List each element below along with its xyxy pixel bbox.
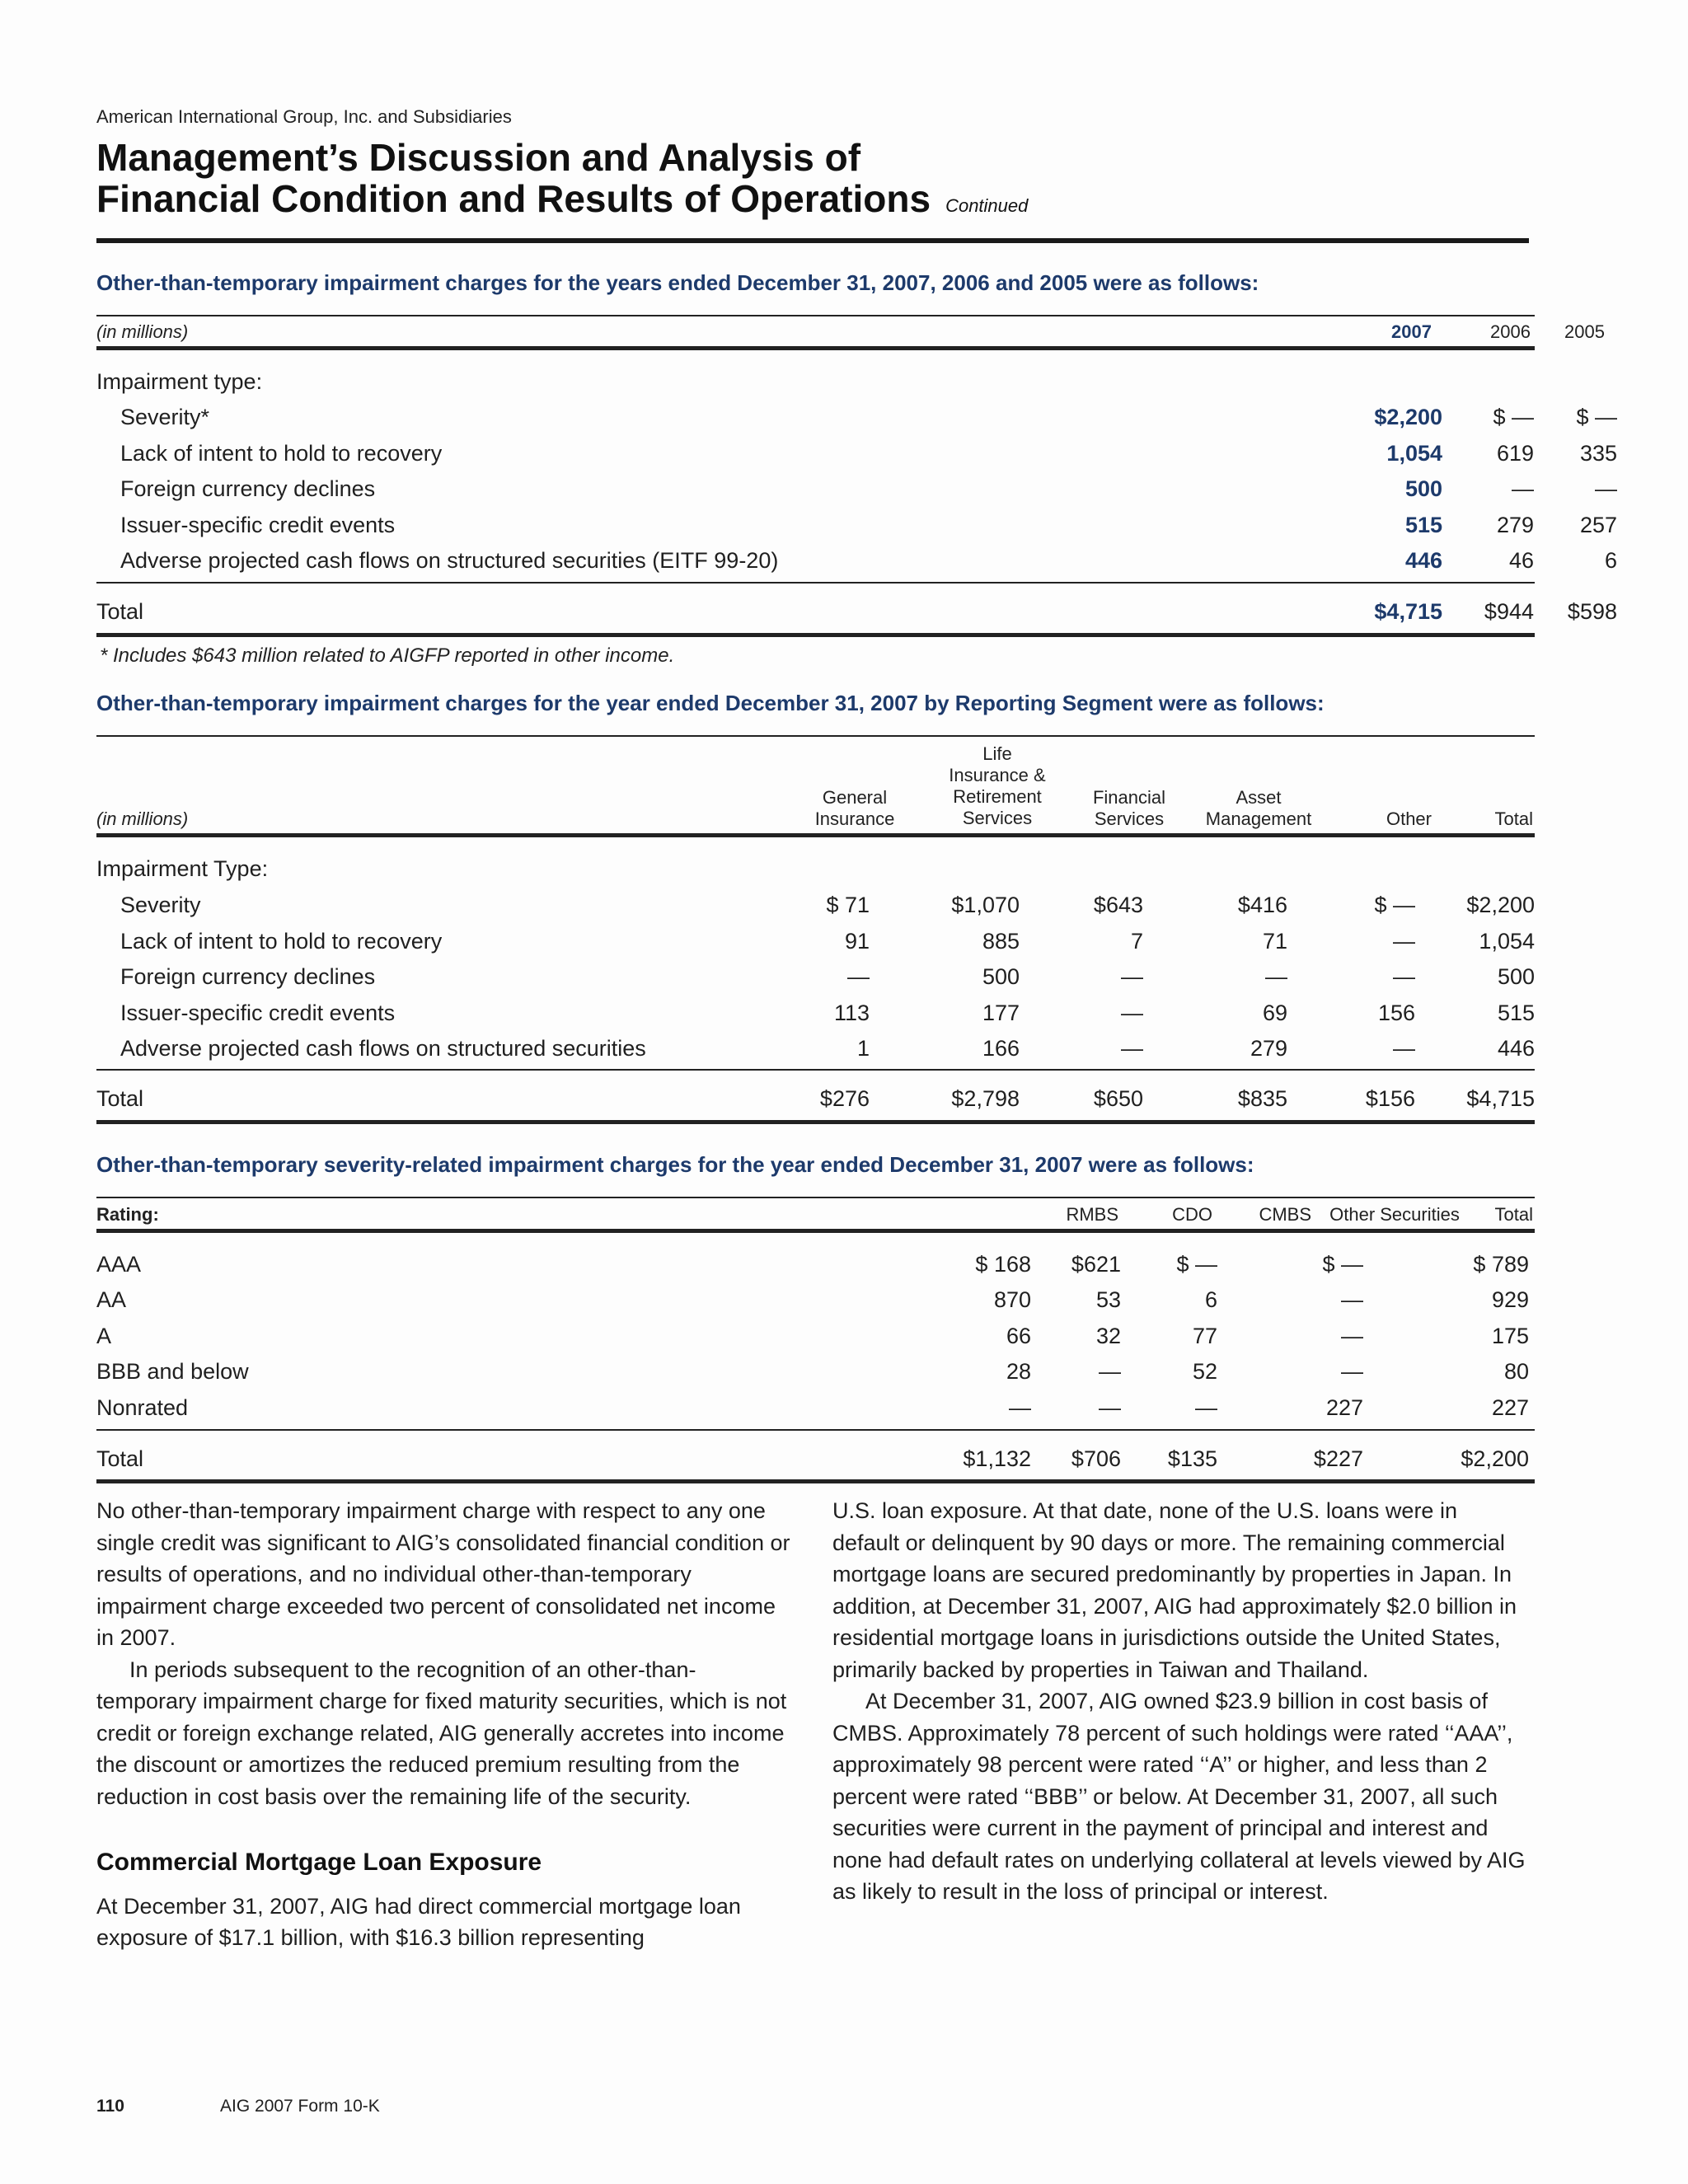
value-cell: $2,200	[1461, 1446, 1529, 1471]
table1-bottom-rule	[96, 633, 1535, 637]
value-2005: 335	[1579, 441, 1617, 466]
total-2006: $944	[1484, 599, 1534, 624]
table3-total-rule	[96, 1429, 1535, 1431]
value-cell: $ 71	[826, 893, 870, 917]
table1-group-label: Impairment type:	[96, 369, 263, 394]
table3-top-rule	[96, 1197, 1535, 1198]
table1-footnote: * Includes $643 million related to AIGFP reported in other income.	[100, 644, 675, 667]
row-label: BBB and below	[96, 1359, 249, 1384]
value-2006: $ —	[1493, 405, 1534, 429]
header-line: Services	[962, 808, 1033, 828]
value-cell: 66	[1006, 1324, 1031, 1348]
value-cell: $650	[1093, 1086, 1143, 1111]
table2-col-other: Other	[1386, 808, 1432, 829]
table2-unit: (in millions)	[96, 808, 189, 829]
table2-header-rule	[96, 833, 1535, 837]
footer-form: AIG 2007 Form 10-K	[220, 2097, 380, 2116]
table1-total-rule	[96, 582, 1535, 583]
title-line-1: Management’s Discussion and Analysis of	[96, 136, 861, 179]
table3-heading: Other-than-temporary severity-related impairment charges for the year ended December 31, 2007 were as follows:	[96, 1152, 1254, 1177]
value-cell: —	[1393, 929, 1415, 954]
table2-top-rule	[96, 735, 1535, 737]
value-cell: 1,054	[1479, 929, 1535, 954]
value-cell: $643	[1093, 893, 1143, 917]
total-label: Total	[96, 599, 144, 624]
value-2005: $ —	[1576, 405, 1617, 429]
value-cell: $416	[1237, 893, 1287, 917]
value-cell: —	[1121, 1036, 1143, 1061]
row-label: Adverse projected cash flows on structured securities (EITF 99-20)	[120, 548, 779, 573]
body-left-column	[96, 1495, 793, 1954]
header-line: Retirement	[953, 786, 1042, 807]
value-cell: —	[1195, 1395, 1217, 1420]
value-cell: —	[1341, 1359, 1363, 1384]
value-cell: $1,132	[963, 1446, 1031, 1471]
header-line: Insurance	[814, 808, 895, 829]
table2-bottom-rule	[96, 1120, 1535, 1124]
value-2007: 500	[1404, 476, 1442, 501]
table3-col-total: Total	[1494, 1204, 1533, 1225]
row-label: AAA	[96, 1252, 142, 1277]
table1-top-rule	[96, 315, 1535, 316]
table2-col-life	[923, 743, 1071, 829]
header-rule	[96, 238, 1529, 243]
table3-rating-label: Rating:	[96, 1204, 159, 1225]
value-cell: $706	[1071, 1446, 1121, 1471]
row-label: Lack of intent to hold to recovery	[120, 929, 443, 954]
value-cell: 1	[856, 1036, 870, 1061]
value-cell: $ —	[1176, 1252, 1217, 1277]
value-2007: 1,054	[1386, 441, 1442, 466]
value-cell: $ 168	[975, 1252, 1031, 1277]
value-cell: —	[1341, 1324, 1363, 1348]
header-line: Insurance &	[949, 765, 1046, 785]
value-2007: 446	[1404, 548, 1442, 573]
value-cell: 227	[1491, 1395, 1529, 1420]
table2-total-rule	[96, 1069, 1535, 1071]
table3-col-cdo: CDO	[1172, 1204, 1212, 1225]
body-paragraph: At December 31, 2007, AIG owned $23.9 billion in cost basis of CMBS. Approximately 78 percent of such holdings were rated ‘‘AAA’’, approximately 98 percent were rated ‘‘A’’ or higher, and less than 2 percent were rated ‘‘BBB’’ or below. At December 31, 2007, all such securities were current in the payment of principal and interest and none had default rates on underlying collateral at levels viewed by AIG as likely to result in the loss of principal or interest.	[832, 1689, 1526, 1904]
page-number: 110	[96, 2097, 124, 2116]
value-cell: —	[1393, 964, 1415, 989]
value-cell: —	[1009, 1395, 1031, 1420]
value-cell: —	[1099, 1359, 1121, 1384]
value-cell: 69	[1262, 1001, 1287, 1025]
value-2007: 515	[1404, 513, 1442, 537]
header-line: Life	[982, 743, 1012, 764]
value-cell: 53	[1095, 1287, 1121, 1312]
value-cell: 52	[1192, 1359, 1217, 1384]
value-cell: —	[1393, 1036, 1415, 1061]
table1-col-2005: 2005	[1564, 321, 1605, 342]
header-line: Management	[1205, 808, 1312, 829]
body-paragraph: U.S. loan exposure. At that date, none of the U.S. loans were in default or delinquent by 90 days or more. The remaining commercial mortgage loans are secured predominantly by properties in Japan. In addition, at December 31, 2007, AIG had approximately $2.0 billion in residential mortgage loans in jurisdictions outside the United States, primarily backed by properties in Taiwan and Thailand.	[832, 1498, 1517, 1682]
company-name: American International Group, Inc. and Subsidiaries	[96, 106, 512, 127]
row-label: Severity	[120, 893, 201, 917]
row-label: Foreign currency declines	[120, 476, 376, 501]
row-label: Total	[96, 1086, 144, 1111]
value-cell: $835	[1237, 1086, 1287, 1111]
value-cell: $1,070	[951, 893, 1020, 917]
value-cell: $276	[819, 1086, 870, 1111]
value-cell: $156	[1365, 1086, 1415, 1111]
table1-heading: Other-than-temporary impairment charges for the years ended December 31, 2007, 2006 and 2005 were as follows:	[96, 270, 1259, 295]
row-label: Foreign currency declines	[120, 964, 376, 989]
value-cell: 929	[1491, 1287, 1529, 1312]
value-cell: 28	[1006, 1359, 1031, 1384]
row-label: Issuer-specific credit events	[120, 513, 396, 537]
value-cell: 6	[1204, 1287, 1217, 1312]
value-cell: $135	[1167, 1446, 1217, 1471]
value-cell: 32	[1095, 1324, 1121, 1348]
table3-col-other: Other Securities	[1329, 1204, 1460, 1225]
value-cell: 166	[982, 1036, 1020, 1061]
table2-col-general	[789, 787, 921, 830]
value-cell: 500	[1497, 964, 1535, 989]
total-2005: $598	[1567, 599, 1617, 624]
value-cell: $2,798	[951, 1086, 1020, 1111]
table3-header-rule	[96, 1229, 1535, 1233]
value-cell: 885	[982, 929, 1020, 954]
table2-heading: Other-than-temporary impairment charges for the year ended December 31, 2007 by Reporting Segment were as follows:	[96, 691, 1325, 715]
row-label: Adverse projected cash flows on structured securities	[120, 1036, 646, 1061]
table3-col-cmbs: CMBS	[1259, 1204, 1311, 1225]
header-line: Financial	[1092, 787, 1166, 808]
value-2005: —	[1595, 476, 1617, 501]
value-cell: $ —	[1322, 1252, 1363, 1277]
value-cell: $2,200	[1466, 893, 1535, 917]
table2-col-total: Total	[1494, 808, 1533, 829]
table2-group-label: Impairment Type:	[96, 856, 269, 881]
table2-col-asset	[1189, 787, 1329, 830]
value-2007: $2,200	[1374, 405, 1442, 429]
total-2007: $4,715	[1374, 599, 1442, 624]
row-label: Issuer-specific credit events	[120, 1001, 396, 1025]
value-cell: —	[1099, 1395, 1121, 1420]
value-2005: 6	[1604, 548, 1617, 573]
table1-col-2007: 2007	[1391, 321, 1432, 342]
row-label: Lack of intent to hold to recovery	[120, 441, 443, 466]
value-cell: 91	[844, 929, 870, 954]
value-cell: $ 789	[1473, 1252, 1529, 1277]
continued-label: Continued	[945, 195, 1029, 216]
table3-col-rmbs: RMBS	[1066, 1204, 1118, 1225]
header-line: General	[822, 787, 888, 808]
value-cell: $ —	[1374, 893, 1415, 917]
table1-col-2006: 2006	[1490, 321, 1531, 342]
value-cell: $621	[1071, 1252, 1121, 1277]
value-cell: —	[1121, 1001, 1143, 1025]
section-subhead: Commercial Mortgage Loan Exposure	[96, 1849, 542, 1876]
table3-bottom-rule	[96, 1479, 1535, 1483]
body-paragraph: At December 31, 2007, AIG had direct commercial mortgage loan exposure of $17.1 billion, with $16.3 billion representing	[96, 1893, 741, 1950]
value-cell: 175	[1491, 1324, 1529, 1348]
value-cell: 80	[1503, 1359, 1529, 1384]
value-cell: $227	[1313, 1446, 1363, 1471]
value-2006: 46	[1508, 548, 1534, 573]
title-line-2-text: Financial Condition and Results of Operations	[96, 177, 931, 220]
value-2005: 257	[1579, 513, 1617, 537]
value-cell: 113	[833, 1001, 870, 1025]
body-paragraph: No other-than-temporary impairment charge with respect to any one single credit was significant to AIG’s consolidated financial condition or results of operations, and no individual other-than-temporary impairment charge exceeded two percent of consolidated net income in 2007.	[96, 1498, 790, 1650]
title-line-2	[96, 178, 1028, 227]
value-cell: 71	[1262, 929, 1287, 954]
value-cell: 515	[1497, 1001, 1535, 1025]
value-cell: $4,715	[1466, 1086, 1535, 1111]
body-paragraph: In periods subsequent to the recognition of an other-than-temporary impairment charge for fixed maturity securities, which is not credit or foreign exchange related, AIG generally accretes into income the discount or amortizes the reduced premium resulting from the reduction in cost basis over the remaining life of the security.	[96, 1657, 787, 1809]
row-label: A	[96, 1324, 112, 1348]
value-cell: —	[1121, 964, 1143, 989]
value-2006: 619	[1496, 441, 1534, 466]
row-label: Total	[96, 1446, 144, 1471]
row-label: Severity*	[120, 405, 210, 429]
value-cell: 279	[1250, 1036, 1287, 1061]
value-cell: 870	[993, 1287, 1031, 1312]
header-line: Services	[1094, 808, 1165, 829]
value-2006: —	[1512, 476, 1534, 501]
value-cell: 156	[1377, 1001, 1415, 1025]
value-cell: 7	[1130, 929, 1143, 954]
value-cell: 500	[982, 964, 1020, 989]
table1-header-rule	[96, 346, 1535, 350]
header-line: Asset	[1236, 787, 1282, 808]
table1-unit: (in millions)	[96, 321, 189, 342]
page-title	[96, 137, 1028, 227]
value-cell: —	[1341, 1287, 1363, 1312]
body-right-column	[832, 1495, 1529, 1908]
value-cell: 446	[1497, 1036, 1535, 1061]
value-cell: —	[1265, 964, 1287, 989]
value-cell: 177	[982, 1001, 1020, 1025]
value-cell: —	[847, 964, 870, 989]
table2-col-financial	[1067, 787, 1191, 830]
row-label: Nonrated	[96, 1395, 189, 1420]
value-cell: 77	[1192, 1324, 1217, 1348]
value-2006: 279	[1496, 513, 1534, 537]
value-cell: 227	[1325, 1395, 1363, 1420]
row-label: AA	[96, 1287, 127, 1312]
